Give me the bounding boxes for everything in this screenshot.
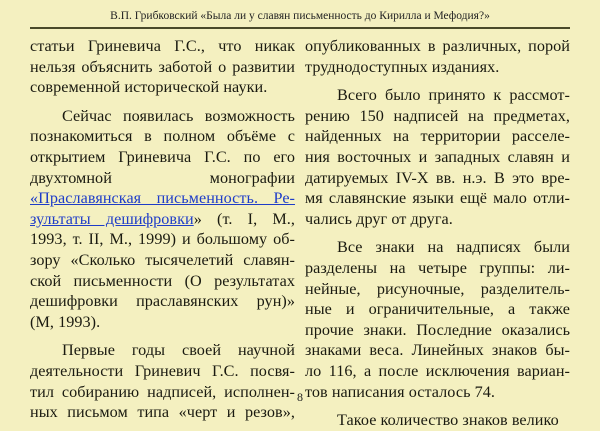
text-line: ло 116, а после исключения вариан- — [305, 361, 570, 380]
monograph-link-continued[interactable]: зультаты дешифровки — [30, 209, 194, 228]
page-number: 8 — [297, 390, 303, 404]
monograph-link[interactable]: «Праславянская письменность. Ре- — [30, 189, 295, 208]
paragraph — [305, 237, 570, 402]
text-line: ния восточных и западных славян и — [305, 147, 570, 166]
text-line: Первые годы своей научной — [62, 341, 295, 360]
paragraph — [30, 106, 295, 333]
text-line: труднодоступных изданиях. — [305, 57, 500, 76]
text-line: статьи Гриневича Г.С., что никак — [30, 37, 295, 55]
text-line: Все знаки на надписях были — [337, 238, 570, 257]
text-line: разделены на четыре группы: ли- — [305, 258, 570, 277]
paragraph — [305, 85, 570, 229]
text-line: ные и ограничительные, а также — [305, 300, 570, 319]
text-line: современной исторической науки. — [30, 78, 268, 97]
text-line: опубликованных в различных, порой — [305, 37, 570, 55]
text-line: познакомиться в полном объёме с — [30, 127, 295, 146]
text-line: двухтомной монографии — [30, 168, 295, 187]
paragraph — [30, 340, 295, 422]
text-line: (М, 1993). — [30, 312, 101, 331]
header-rule — [30, 27, 570, 29]
text-line: 1993, т. II, М., 1999) и большому об- — [30, 230, 295, 249]
text-line: нельзя объяснить заботой о развитии — [30, 57, 295, 76]
text-line: Сейчас появилась возможность — [62, 106, 295, 125]
text-line: Всего было принято к рассмот- — [337, 86, 570, 105]
text-line: нейные, рисуночные, разделитель- — [305, 279, 570, 298]
text-line: рению 150 надписей на предметах, — [305, 106, 570, 125]
text-line: найденных на территории расселе- — [305, 127, 570, 146]
text-line — [30, 209, 295, 230]
right-column — [305, 36, 570, 431]
text-line: чались друг от друга. — [305, 209, 453, 228]
text-line: прочие знаки. Последние оказались — [305, 320, 570, 339]
text-line: ской письменности (О результатах — [30, 271, 295, 290]
link-tail: » (т. I, М., — [193, 209, 295, 228]
paragraph — [305, 410, 570, 431]
text-line: ных письмом типа «черт и резов», — [30, 403, 295, 422]
paragraph — [305, 36, 570, 77]
text-line: знаками веса. Линейных знаков бы- — [305, 341, 570, 360]
text-line: мя славянские языки ещё мало отли- — [305, 189, 570, 208]
text-line: зору «Сколько тысячелетий славян- — [30, 250, 295, 269]
text-line: дешифровки праславянских рун)» — [30, 292, 295, 311]
text-line: Такое количество знаков велико — [337, 411, 559, 430]
text-line: тов написания осталось 74. — [305, 382, 495, 401]
text-line: деятельности Гриневич Г.С. посвя- — [30, 361, 295, 380]
text-line: открытием Гриневича Г.С. по его — [30, 147, 295, 166]
text-line: датируемых IV-X вв. н.э. В это вре- — [305, 168, 570, 187]
running-header: В.П. Грибковский «Была ли у славян письменность до Кирилла и Мефодия?» — [110, 10, 490, 22]
left-column — [30, 36, 295, 423]
text-line: тил собиранию надписей, исполнен- — [30, 382, 295, 401]
paragraph — [30, 36, 295, 98]
text-line — [30, 188, 295, 209]
